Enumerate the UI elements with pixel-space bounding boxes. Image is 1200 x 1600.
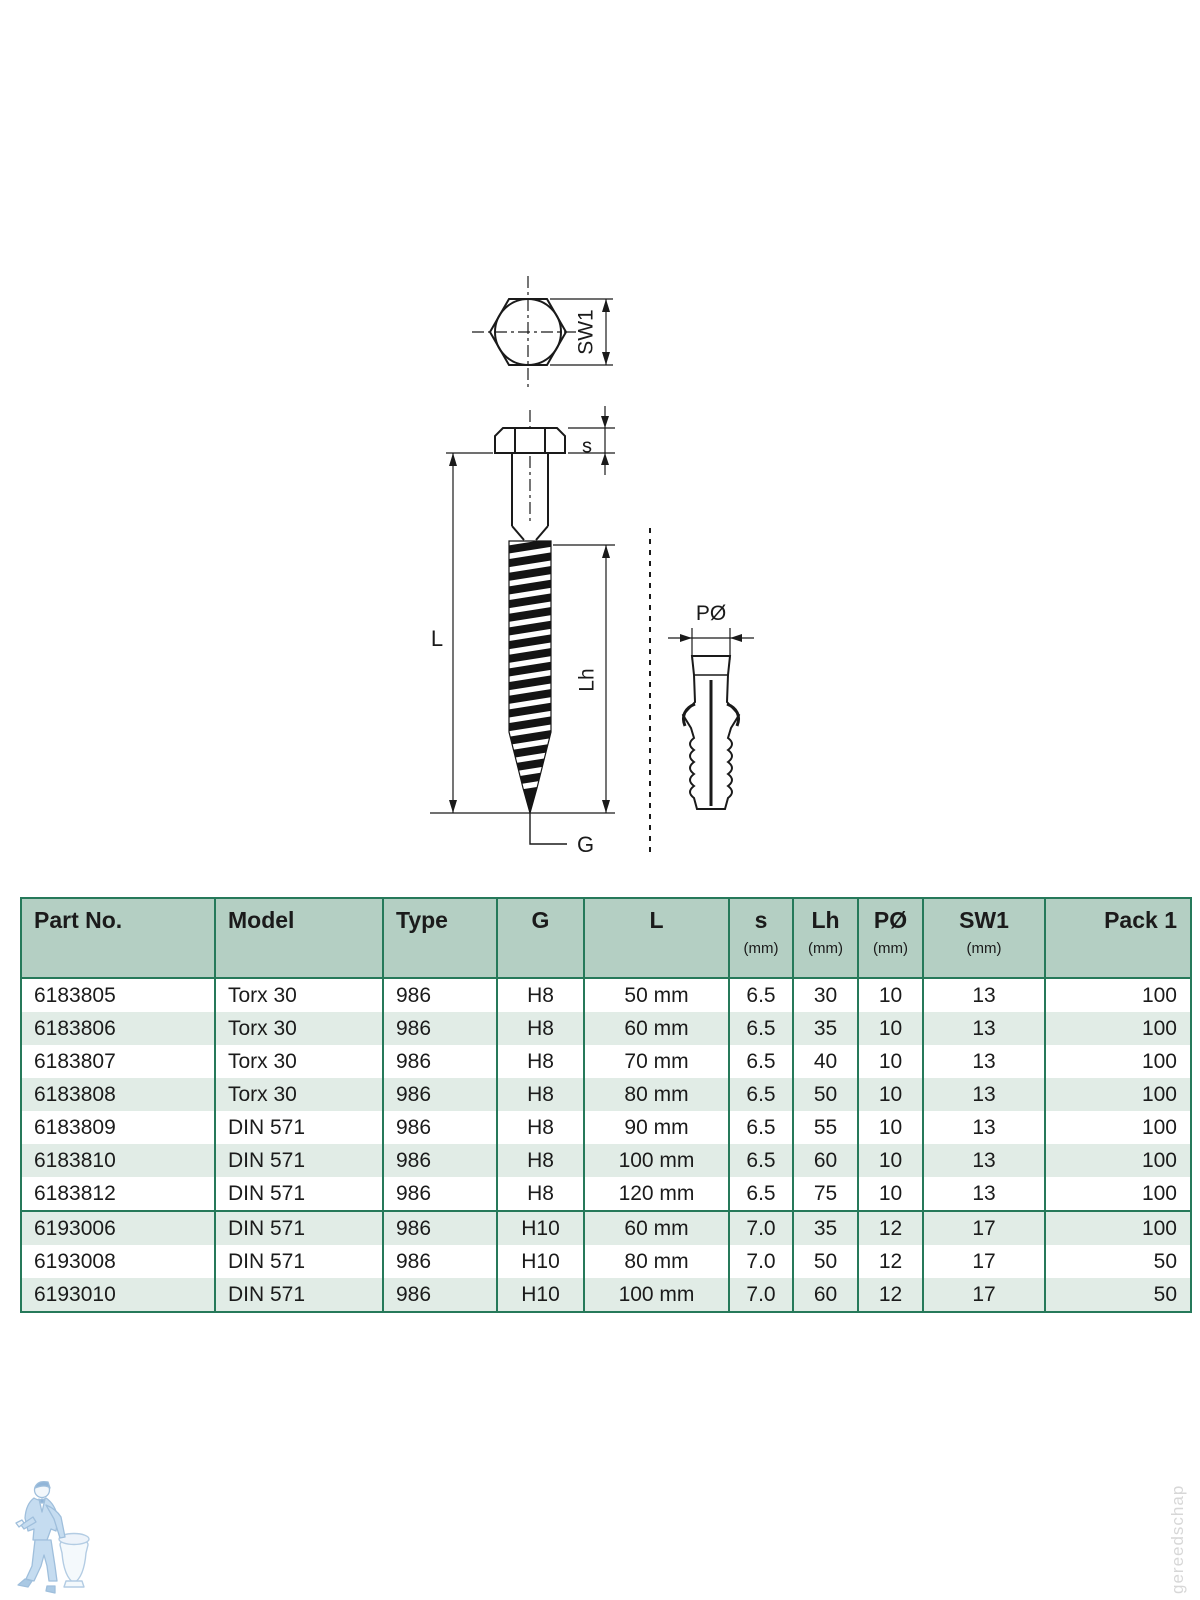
cell-s: 6.5 [729, 1078, 793, 1111]
cell-lh: 40 [793, 1045, 858, 1078]
cell-part-no: 6193010 [34, 1282, 116, 1306]
header-label: Type [396, 907, 448, 933]
plumber-toilet-watermark-logo [8, 1477, 100, 1595]
header-label: PØ [873, 907, 908, 933]
thread-tip [524, 792, 536, 813]
cell-s: 7.0 [729, 1211, 793, 1245]
cell-s: 6.5 [729, 978, 793, 1012]
cell-s: 6.5 [729, 1111, 793, 1144]
cell-lh: 50 [793, 1078, 858, 1111]
wall-plug-view [668, 602, 754, 809]
cell-lh: 50 [793, 1245, 858, 1278]
cell-l: 120 mm [584, 1177, 729, 1211]
cell-sw1: 13 [923, 1111, 1045, 1144]
table-row [21, 1211, 1191, 1245]
cell-l: 80 mm [584, 1078, 729, 1111]
header-unit: (mm) [743, 940, 779, 957]
cell-lh: 75 [793, 1177, 858, 1211]
dim-label-lh: Lh [575, 668, 599, 692]
table-row [21, 1045, 1191, 1078]
cell-l: 60 mm [584, 1012, 729, 1045]
cell-model: Torx 30 [215, 1078, 383, 1111]
cell-type: 986 [383, 1012, 497, 1045]
plumber-bowtie [40, 1499, 44, 1503]
arrowhead [449, 800, 457, 813]
cell-pack1: 100 [1045, 978, 1191, 1012]
cell-part-no: 6183808 [34, 1082, 116, 1106]
shank-cone [536, 526, 548, 540]
cell-po: 10 [858, 1045, 923, 1078]
cell-po: 12 [858, 1211, 923, 1245]
cell-pack1: 100 [1045, 1045, 1191, 1078]
cell-pack1: 100 [1045, 1177, 1191, 1211]
arrowhead [602, 800, 610, 813]
cell-type: 986 [383, 978, 497, 1012]
cell-sw1: 13 [923, 978, 1045, 1012]
cell-type: 986 [383, 1177, 497, 1211]
cell-part-no: 6183809 [34, 1115, 116, 1139]
cell-l: 50 mm [584, 978, 729, 1012]
header-label: Model [228, 907, 295, 933]
cell-part-no: 6183810 [34, 1148, 116, 1172]
cell-pack1: 100 [1045, 1012, 1191, 1045]
header-label: G [531, 907, 550, 933]
cell-sw1: 17 [923, 1278, 1045, 1312]
cell-po: 12 [858, 1245, 923, 1278]
cell-model: DIN 571 [215, 1144, 383, 1177]
cell-model: DIN 571 [215, 1111, 383, 1144]
col-header-po [858, 898, 923, 978]
header-unit: (mm) [966, 940, 1002, 957]
cell-type: 986 [383, 1211, 497, 1245]
arrowhead [601, 416, 609, 428]
cell-type: 986 [383, 1278, 497, 1312]
arrowhead [449, 453, 457, 466]
thread [509, 541, 551, 813]
cell-sw1: 17 [923, 1245, 1045, 1278]
table-row [21, 978, 1191, 1012]
cell-g: H8 [497, 1177, 584, 1211]
col-header-lh [793, 898, 858, 978]
technical-drawing [380, 260, 820, 880]
cell-type: 986 [383, 1078, 497, 1111]
cell-s: 6.5 [729, 1144, 793, 1177]
cell-part-no: 6183807 [34, 1049, 116, 1073]
cell-po: 10 [858, 1144, 923, 1177]
cell-g: H8 [497, 1078, 584, 1111]
col-header-g [497, 898, 584, 978]
header-label: SW1 [959, 907, 1009, 933]
plumber-shoe-left [18, 1579, 32, 1587]
table-header [21, 898, 1191, 978]
cell-l: 90 mm [584, 1111, 729, 1144]
col-header-s [729, 898, 793, 978]
header-row [21, 898, 1191, 978]
cell-l: 80 mm [584, 1245, 729, 1278]
cell-pack1: 100 [1045, 1078, 1191, 1111]
cell-part-no: 6183806 [34, 1016, 116, 1040]
header-label: Part No. [34, 907, 123, 933]
cell-type: 986 [383, 1045, 497, 1078]
cell-lh: 35 [793, 1211, 858, 1245]
cell-g: H10 [497, 1278, 584, 1312]
cell-pack1: 50 [1045, 1278, 1191, 1312]
toilet-bowl [60, 1539, 88, 1583]
table-row [21, 1177, 1191, 1211]
hex-head-top-view [472, 276, 613, 388]
cell-part-no: 6183812 [34, 1181, 116, 1205]
cell-pack1: 50 [1045, 1245, 1191, 1278]
col-header-part-no [21, 898, 215, 978]
arrowhead [602, 299, 610, 312]
cell-g: H10 [497, 1211, 584, 1245]
toilet-base [64, 1581, 84, 1587]
table-row [21, 1078, 1191, 1111]
col-header-sw1 [923, 898, 1045, 978]
dim-label-l: L [430, 625, 444, 651]
cell-model: DIN 571 [215, 1245, 383, 1278]
cell-lh: 30 [793, 978, 858, 1012]
cell-s: 7.0 [729, 1245, 793, 1278]
cell-l: 100 mm [584, 1144, 729, 1177]
cell-model: DIN 571 [215, 1177, 383, 1211]
cell-sw1: 13 [923, 1177, 1045, 1211]
cell-l: 70 mm [584, 1045, 729, 1078]
cell-g: H8 [497, 1012, 584, 1045]
cell-g: H8 [497, 978, 584, 1012]
cell-po: 10 [858, 978, 923, 1012]
table-row [21, 1111, 1191, 1144]
cell-model: Torx 30 [215, 978, 383, 1012]
screw-side-view [430, 406, 615, 857]
spec-table [20, 897, 1192, 1313]
table-row [21, 1278, 1191, 1312]
cell-type: 986 [383, 1144, 497, 1177]
arrowhead [602, 545, 610, 558]
cell-sw1: 13 [923, 1045, 1045, 1078]
arrowhead [680, 634, 692, 642]
cell-type: 986 [383, 1245, 497, 1278]
vertical-watermark-text: gereedschap [1168, 1484, 1187, 1594]
header-label: Lh [811, 907, 840, 933]
g-leader-line [530, 813, 567, 844]
plumber-legs [26, 1540, 57, 1581]
table-body [21, 978, 1191, 1312]
cell-lh: 60 [793, 1144, 858, 1177]
header-unit: (mm) [808, 940, 843, 957]
cell-pack1: 100 [1045, 1111, 1191, 1144]
cell-sw1: 13 [923, 1078, 1045, 1111]
col-header-model [215, 898, 383, 978]
cell-model: Torx 30 [215, 1045, 383, 1078]
dim-label-po: PØ [695, 602, 727, 625]
cell-part-no: 6193008 [34, 1249, 116, 1273]
cell-type: 986 [383, 1111, 497, 1144]
cell-l: 100 mm [584, 1278, 729, 1312]
col-header-l [584, 898, 729, 978]
cell-l: 60 mm [584, 1211, 729, 1245]
table-row [21, 1245, 1191, 1278]
dim-label-g: G [577, 832, 595, 857]
cell-sw1: 13 [923, 1144, 1045, 1177]
col-header-type [383, 898, 497, 978]
cell-po: 10 [858, 1012, 923, 1045]
cell-lh: 55 [793, 1111, 858, 1144]
cell-sw1: 17 [923, 1211, 1045, 1245]
cell-sw1: 13 [923, 1012, 1045, 1045]
cell-g: H8 [497, 1111, 584, 1144]
cell-s: 6.5 [729, 1177, 793, 1211]
cell-g: H8 [497, 1045, 584, 1078]
cell-model: DIN 571 [215, 1278, 383, 1312]
shank-cone [512, 526, 524, 540]
header-unit: (mm) [873, 940, 908, 957]
cell-s: 6.5 [729, 1045, 793, 1078]
cell-part-no: 6193006 [21, 1211, 215, 1245]
cell-po: 10 [858, 1177, 923, 1211]
cell-po: 10 [858, 1078, 923, 1111]
arrowhead [730, 634, 742, 642]
dim-label-sw1: SW1 [574, 309, 598, 355]
cell-model: DIN 571 [215, 1211, 383, 1245]
cell-pack1: 100 [1045, 1144, 1191, 1177]
cell-po: 10 [858, 1111, 923, 1144]
table-row [21, 1144, 1191, 1177]
plumber-shoe-right [46, 1586, 55, 1593]
cell-s: 6.5 [729, 1012, 793, 1045]
header-label: L [649, 907, 664, 933]
dim-label-s: s [582, 435, 592, 458]
header-label: s [754, 907, 768, 933]
cell-lh: 60 [793, 1278, 858, 1312]
cell-s: 7.0 [729, 1278, 793, 1312]
arrowhead [601, 453, 609, 465]
col-header-pack1 [1045, 898, 1191, 978]
cell-pack1: 100 [1045, 1211, 1191, 1245]
cell-model: Torx 30 [215, 1012, 383, 1045]
cell-lh: 35 [793, 1012, 858, 1045]
screw-head [495, 428, 565, 453]
header-label: Pack 1 [1104, 907, 1177, 933]
cell-part-no: 6183805 [34, 983, 116, 1007]
arrowhead [602, 352, 610, 365]
cell-po: 12 [858, 1278, 923, 1312]
table-row [21, 1012, 1191, 1045]
cell-g: H8 [497, 1144, 584, 1177]
cell-g: H10 [497, 1245, 584, 1278]
